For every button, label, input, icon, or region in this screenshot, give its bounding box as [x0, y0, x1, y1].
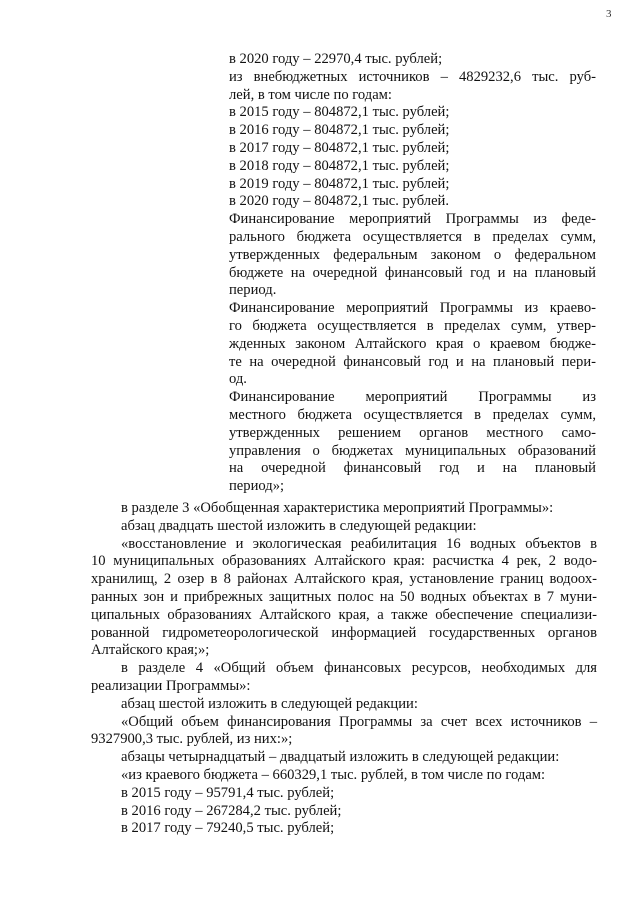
main-body-text: [91, 500, 597, 838]
right-column-line: управления о бюджетах муниципальных образований: [229, 442, 596, 459]
right-column-line: го бюджета осуществляется в пределах сумм, утвер-: [229, 317, 596, 334]
right-column-line: в 2019 году – 804872,1 тыс. рублей;: [229, 175, 450, 192]
right-column-line: на очередной финансовый год и на плановый: [229, 460, 596, 477]
right-column-line: местного бюджета осуществляется в пределах сумм,: [229, 406, 596, 423]
body-line: 10 муниципальных образованиях Алтайского края: расчистка 4 рек, 2 водо-: [91, 553, 597, 570]
right-column-line: в 2015 году – 804872,1 тыс. рублей;: [229, 104, 450, 121]
body-line: в 2016 году – 267284,2 тыс. рублей;: [121, 802, 342, 819]
body-line: в разделе 3 «Обобщенная характеристика мероприятий Программы»:: [121, 500, 554, 516]
right-column-line: в 2016 году – 804872,1 тыс. рублей;: [229, 122, 450, 139]
body-line: реализации Программы»:: [91, 677, 251, 694]
right-column-line: в 2018 году – 804872,1 тыс. рублей;: [229, 157, 450, 174]
body-line: абзац шестой изложить в следующей редакции:: [121, 695, 418, 712]
body-line: «восстановление и экологическая реабилитация 16 водных объектов в: [121, 535, 597, 552]
body-line: «Общий объем финансирования Программы за счет всех источников –: [121, 713, 597, 730]
body-line: 9327900,3 тыс. рублей, из них:»;: [91, 731, 293, 748]
body-line: рованной гидрометеорологической информацией государственных органов: [91, 624, 597, 641]
right-column-line: бюджете на очередной финансовый год и на плановый: [229, 264, 596, 281]
right-column-line: рального бюджета осуществляется в пределах сумм,: [229, 228, 596, 245]
right-column-line: Финансирование мероприятий Программы из: [229, 389, 596, 406]
right-column-line: из внебюджетных источников – 4829232,6 тыс. руб-: [229, 68, 596, 85]
right-column-line: лей, в том числе по годам:: [229, 86, 392, 103]
right-column-line: утвержденных федеральным законом о федеральном: [229, 246, 596, 263]
right-column-line: в 2017 году – 804872,1 тыс. рублей;: [229, 139, 450, 156]
body-line: Алтайского края;»;: [91, 642, 210, 659]
body-line: ципальных образованиях Алтайского края, а также обеспечение специализи-: [91, 606, 597, 623]
right-column-line: од.: [229, 371, 247, 388]
right-column-line: в 2020 году – 22970,4 тыс. рублей;: [229, 51, 443, 67]
right-column-text: [229, 51, 596, 496]
body-line: хранилищ, 2 озер в 8 районах Алтайского края, установление границ водоох-: [91, 571, 597, 588]
right-column-line: период.: [229, 282, 277, 299]
right-column-line: утвержденных решением органов местного само-: [229, 424, 596, 441]
right-column-line: жденных законом Алтайского края о краевом бюдже-: [229, 335, 596, 352]
body-line: «из краевого бюджета – 660329,1 тыс. рублей, в том числе по годам:: [121, 766, 546, 783]
body-line: абзацы четырнадцатый – двадцатый изложить в следующей редакции:: [121, 749, 560, 766]
page-number: 3: [606, 8, 612, 20]
right-column-line: Финансирование мероприятий Программы из краево-: [229, 300, 596, 317]
right-column-line: период»;: [229, 478, 285, 495]
right-column-line: в 2020 году – 804872,1 тыс. рублей.: [229, 193, 450, 210]
body-line: ранных зон и прибрежных защитных полос на 50 водных объектах в 7 муни-: [91, 588, 597, 605]
body-line: абзац двадцать шестой изложить в следующей редакции:: [121, 517, 477, 534]
body-line: в разделе 4 «Общий объем финансовых ресурсов, необходимых для: [121, 660, 597, 677]
right-column-line: те на очередной финансовый год и на плановый пери-: [229, 353, 596, 370]
body-line: в 2017 году – 79240,5 тыс. рублей;: [121, 820, 335, 837]
body-line: в 2015 году – 95791,4 тыс. рублей;: [121, 784, 335, 801]
right-column-line: Финансирование мероприятий Программы из феде-: [229, 211, 596, 228]
